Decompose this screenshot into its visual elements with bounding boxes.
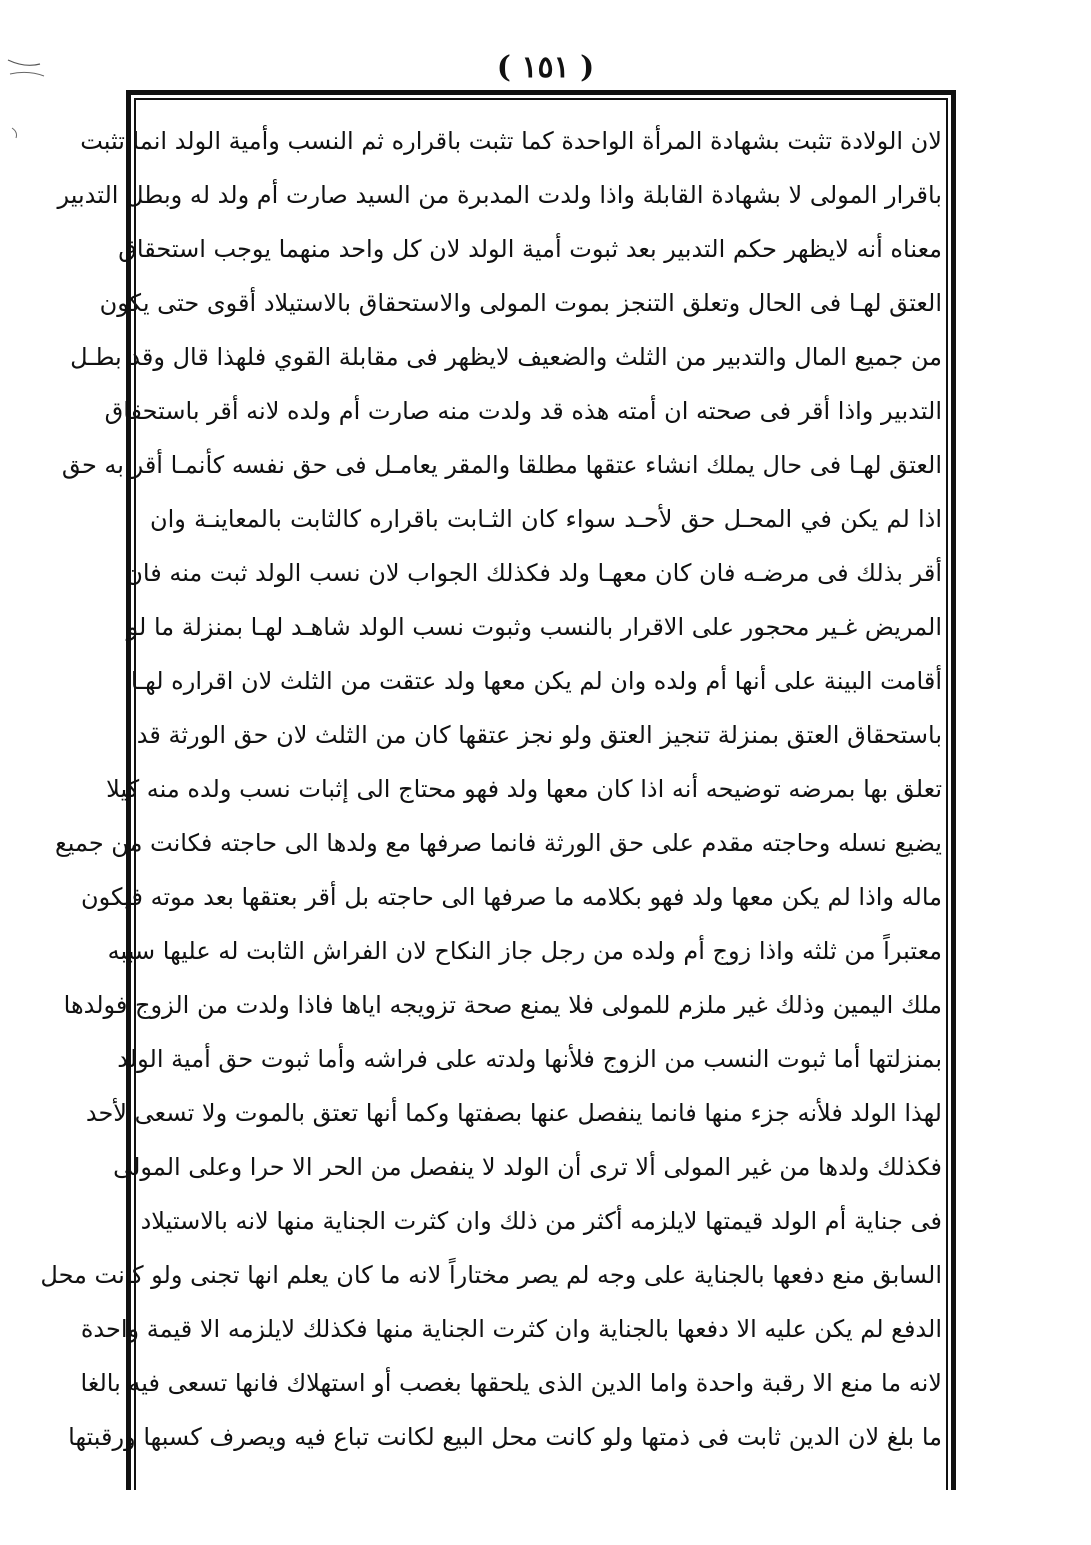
text-line: فى جناية أم الولد قيمتها لايلزمه أكثر من ذلك وان كثرت الجناية منها لانه بالاستيلاد bbox=[140, 1207, 942, 1235]
body-text bbox=[40, 114, 942, 1464]
page-number: ( ١٥١ ) bbox=[496, 50, 595, 85]
text-line: اذا لم يكن في المحـل حق لأحـد سواء كان الثـابت باقراره كالثابت بالمعاينـة وان bbox=[150, 505, 942, 533]
text-line: ما بلغ لان الدين ثابت فى ذمتها ولو كانت محل البيع لكانت تباع فيه ويصرف كسبها ورقبتها bbox=[68, 1423, 942, 1451]
text-line: من جميع المال والتدبير من الثلث والضعيف لايظهر فى مقابلة القوي فلهذا قال وقد بطـل bbox=[70, 343, 942, 371]
text-line: معتبراً من ثلثه واذا زوج أم ولده من رجل جاز النكاح لان الفراش الثابت له عليها سببه bbox=[107, 937, 942, 965]
text-line: باقرار المولى لا بشهادة القابلة واذا ولدت المدبرة من السيد صارت أم ولد له وبطل التدبير bbox=[57, 181, 942, 209]
text-line: الدفع لم يكن عليه الا دفعها بالجناية وان كثرت الجناية منها فكذلك لايلزمه الا قيمة واحدة bbox=[80, 1315, 942, 1343]
text-line: ملك اليمين وذلك غير ملزم للمولى فلا يمنع صحة تزويجه اياها فاذا ولدت من الزوج فولدها bbox=[63, 991, 942, 1019]
text-line: بمنزلتها أما ثبوت النسب من الزوج فلأنها ولدته على فراشه وأما ثبوت حق أمية الولد bbox=[117, 1045, 942, 1073]
text-line: العتق لهـا فى حال يملك انشاء عتقها مطلقا والمقر يعامـل فى حق نفسه كأنمـا أقر به حق bbox=[61, 451, 942, 479]
text-line: فكذلك ولدها من غير المولى ألا ترى أن الولد لا ينفصل من الحر الا حرا وعلى المولى bbox=[113, 1153, 942, 1181]
text-line: التدبير واذا أقر فى صحته ان أمته هذه قد ولدت منه صارت أم ولده لانه أقر باستحقاق bbox=[104, 397, 942, 425]
text-line: تعلق بها بمرضه توضيحه أنه اذا كان معها ولد فهو محتاج الى إثبات نسب ولده منه كيلا bbox=[106, 775, 942, 803]
text-line: معناه أنه لايظهر حكم التدبير بعد ثبوت أمية الولد لان كل واحد منهما يوجب استحقاق bbox=[118, 235, 942, 263]
text-line: لهذا الولد فلأنه جزء منها فانما ينفصل عنها بصفتها وكما أنها تعتق بالموت ولا تسعى لأحد bbox=[85, 1099, 942, 1127]
text-line: يضيع نسله وحاجته مقدم على حق الورثة فانما صرفها مع ولدها الى حاجته فكانت من جميع bbox=[54, 829, 942, 857]
text-line: أقر بذلك فى مرضـه فان كان معهـا ولد فكذلك الجواب لان نسب الولد ثبت منه فان bbox=[125, 559, 942, 587]
text-line: ماله واذا لم يكن معها ولد فهو بكلامه ما صرفها الى حاجته بل أقر بعتقها بعد موته فيكون bbox=[81, 883, 942, 911]
text-line: لانه ما منع الا رقبة واحدة واما الدين الذى يلحقها بغصب أو استهلاك فانها تسعى فيه بالغا bbox=[80, 1369, 942, 1397]
text-line: لان الولادة تثبت بشهادة المرأة الواحدة كما تثبت باقراره ثم النسب وأمية الولد انما تثبت bbox=[80, 127, 942, 155]
text-line: باستحقاق العتق بمنزلة تنجيز العتق ولو نجز عتقها كان من الثلث لان حق الورثة قد bbox=[136, 721, 942, 749]
text-line: العتق لهـا فى الحال وتعلق التنجز بموت المولى والاستحقاق بالاستيلاد أقوى حتى يكون bbox=[99, 289, 942, 317]
text-line: المريض غـير محجور على الاقرار بالنسب وثبوت نسب الولد شاهـد لهـا بمنزلة ما لو bbox=[126, 613, 942, 641]
text-line: السابق منع دفعها بالجناية على وجه لم يصر مختاراً لانه ما كان يعلم انها تجنى ولو كانت محل bbox=[40, 1261, 942, 1289]
text-line: أقامت البينة على أنها أم ولده وان لم يكن معها ولد عتقت من الثلث لان اقراره لهـا bbox=[130, 667, 942, 695]
